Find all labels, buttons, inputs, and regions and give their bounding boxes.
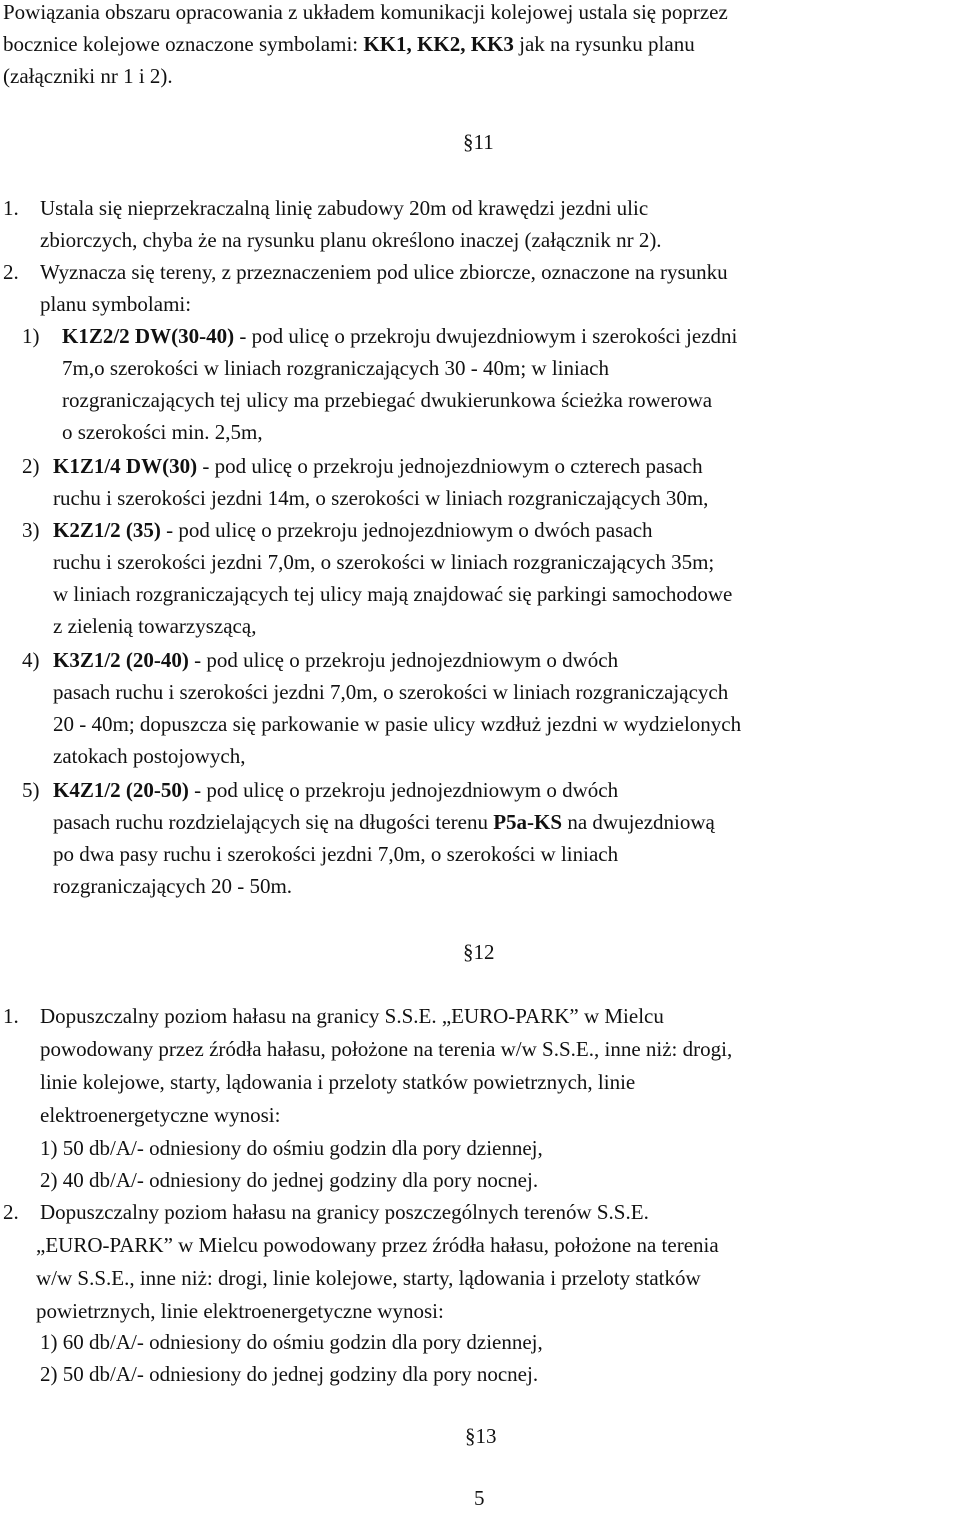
s12-p1-line-4: elektroenergetyczne wynosi:	[40, 1103, 281, 1127]
s12-p1-line-1: Dopuszczalny poziom hałasu na granicy S.S.E. „EURO-PARK” w Mielcu	[40, 1004, 664, 1028]
street-code: K3Z1/2 (20-40)	[53, 648, 189, 672]
section-12-heading: §12	[463, 940, 495, 964]
street-item-4-line-2: pasach ruchu i szerokości jezdni 7,0m, o szerokości w liniach rozgraniczających	[53, 680, 729, 704]
street-item-1-line-3: rozgraniczających tej ulicy ma przebiegać dwukierunkowa ścieżka rowerowa	[62, 388, 713, 412]
section-13-heading: §13	[465, 1424, 497, 1448]
s12-p2-sub-2: 2) 50 db/A/- odniesiony do jednej godziny dla pory nocnej.	[40, 1362, 539, 1386]
street-item-1-line-2: 7m,o szerokości w liniach rozgraniczających 30 - 40m; w liniach	[62, 356, 609, 380]
s12-p2-line-3: w/w S.S.E., inne niż: drogi, linie kolejowe, starty, lądowania i przeloty statków	[36, 1266, 701, 1290]
s11-p1-line-1: Ustala się nieprzekraczalną linię zabudowy 20m od krawędzi jezdni ulic	[40, 196, 649, 220]
s12-p1-line-2: powodowany przez źródła hałasu, położone na terenia w/w S.S.E., inne niż: drogi,	[40, 1037, 733, 1061]
street-item-2-number: 2)	[22, 454, 40, 478]
intro-line-2: bocznice kolejowe oznaczone symbolami: KK1, KK2, KK3 jak na rysunku planu	[3, 32, 695, 56]
street-item-5-line-3: po dwa pasy ruchu i szerokości jezdni 7,0m, o szerokości w liniach	[53, 842, 619, 866]
street-item-1-line-1: K1Z2/2 DW(30-40) - pod ulicę o przekroju dwujezdniowym i szerokości jezdni	[62, 324, 738, 348]
s12-p1-line-3: linie kolejowe, starty, lądowania i przeloty statków powietrznych, linie	[40, 1070, 636, 1094]
street-item-3-line-2: ruchu i szerokości jezdni 7,0m, o szerokości w liniach rozgraniczających 35m;	[53, 550, 715, 574]
s12-p2-line-1: Dopuszczalny poziom hałasu na granicy poszczególnych terenów S.S.E.	[40, 1200, 649, 1224]
s12-p2-line-2: „EURO-PARK” w Mielcu powodowany przez źródła hałasu, położone na terenia	[36, 1233, 719, 1257]
street-item-4-line-3: 20 - 40m; dopuszcza się parkowanie w pasie ulicy wzdłuż jezdni w wydzielonych	[53, 712, 742, 736]
s12-p2-sub-1: 1) 60 db/A/- odniesiony do ośmiu godzin dla pory dziennej,	[40, 1330, 543, 1354]
street-item-5-line-4: rozgraniczających 20 - 50m.	[53, 874, 293, 898]
s12-p2-number: 2.	[3, 1200, 19, 1224]
s12-p1-number: 1.	[3, 1004, 19, 1028]
street-item-4-line-4: zatokach postojowych,	[53, 744, 246, 768]
intro-line-1: Powiązania obszaru opracowania z układem komunikacji kolejowej ustala się poprzez	[3, 0, 728, 24]
siding-symbols: KK1, KK2, KK3	[363, 32, 514, 56]
s11-p1-line-2: zbiorczych, chyba że na rysunku planu określono inaczej (załącznik nr 2).	[40, 228, 662, 252]
street-item-5-number: 5)	[22, 778, 40, 802]
street-code: K1Z2/2 DW(30-40)	[62, 324, 235, 348]
section-11-heading: §11	[463, 130, 494, 154]
intro-line-3: (załączniki nr 1 i 2).	[3, 64, 173, 88]
street-code: K4Z1/2 (20-50)	[53, 778, 189, 802]
s11-p1-number: 1.	[3, 196, 19, 220]
street-item-1-number: 1)	[22, 324, 40, 348]
page-number: 5	[474, 1486, 485, 1510]
street-item-3-line-1: K2Z1/2 (35) - pod ulicę o przekroju jednojezdniowym o dwóch pasach	[53, 518, 653, 542]
street-item-5-line-1: K4Z1/2 (20-50) - pod ulicę o przekroju jednojezdniowym o dwóch	[53, 778, 619, 802]
street-item-3-line-3: w liniach rozgraniczających tej ulicy mają znajdować się parkingi samochodowe	[53, 582, 733, 606]
street-code: K1Z1/4 DW(30)	[53, 454, 198, 478]
street-item-5-line-2: pasach ruchu rozdzielających się na długości terenu P5a-KS na dwujezdniową	[53, 810, 715, 834]
street-item-2-line-1: K1Z1/4 DW(30) - pod ulicę o przekroju jednojezdniowym o czterech pasach	[53, 454, 703, 478]
s12-p1-sub-2: 2) 40 db/A/- odniesiony do jednej godziny dla pory nocnej.	[40, 1168, 539, 1192]
street-item-1-line-4: o szerokości min. 2,5m,	[62, 420, 263, 444]
street-item-2-line-2: ruchu i szerokości jezdni 14m, o szerokości w liniach rozgraniczających 30m,	[53, 486, 709, 510]
terrain-symbol: P5a-KS	[493, 810, 563, 834]
s12-p1-sub-1: 1) 50 db/A/- odniesiony do ośmiu godzin dla pory dziennej,	[40, 1136, 543, 1160]
street-item-4-number: 4)	[22, 648, 40, 672]
s11-p2-line-2: planu symbolami:	[40, 292, 192, 316]
s11-p2-line-1: Wyznacza się tereny, z przeznaczeniem pod ulice zbiorcze, oznaczone na rysunku	[40, 260, 728, 284]
s11-p2-number: 2.	[3, 260, 19, 284]
street-item-3-line-4: z zielenią towarzyszącą,	[53, 614, 257, 638]
street-item-3-number: 3)	[22, 518, 40, 542]
s12-p2-line-4: powietrznych, linie elektroenergetyczne wynosi:	[36, 1299, 444, 1323]
street-code: K2Z1/2 (35)	[53, 518, 161, 542]
street-item-4-line-1: K3Z1/2 (20-40) - pod ulicę o przekroju jednojezdniowym o dwóch	[53, 648, 619, 672]
